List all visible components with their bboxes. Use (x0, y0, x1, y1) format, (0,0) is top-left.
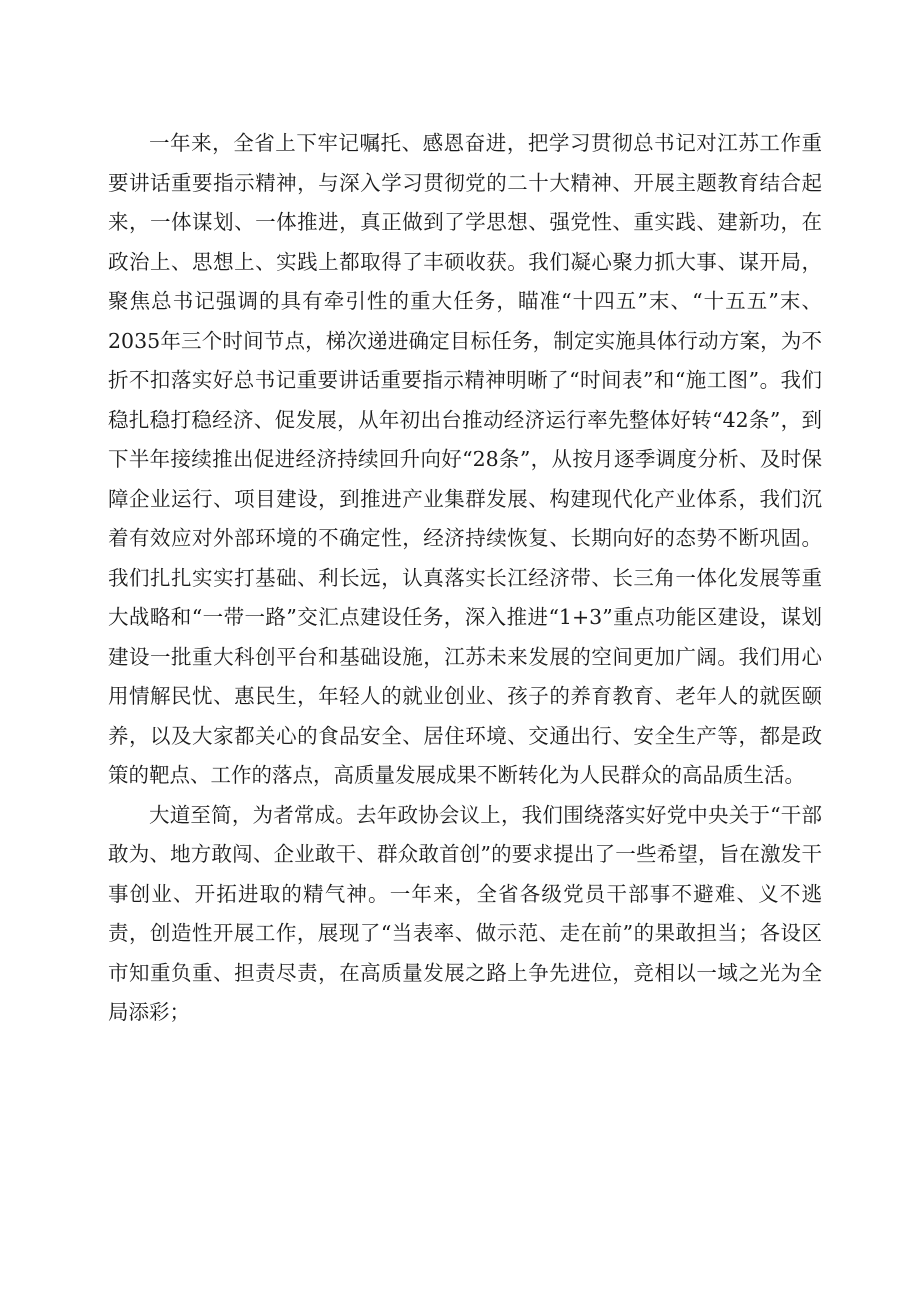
document-body (108, 124, 822, 1033)
paragraph-2: 大道至简，为者常成。去年政协会议上，我们围绕落实好党中央关于“干部敢为、地方敢闯、企业敢干、群众敢首创”的要求提出了一些希望，旨在激发干事创业、开拓进取的精气神。一年来，全省各级党员干部事不避难、义不逃责，创造性开展工作，展现了“当表率、做示范、走在前”的果敢担当；各设区市知重负重、担责尽责，在高质量发展之路上争先进位，竞相以一域之光为全局添彩； (108, 802, 822, 1024)
paragraph-1: 一年来，全省上下牢记嘱托、感恩奋进，把学习贯彻总书记对江苏工作重要讲话重要指示精神，与深入学习贯彻党的二十大精神、开展主题教育结合起来，一体谋划、一体推进，真正做到了学思想、强党性、重实践、建新功，在政治上、思想上、实践上都取得了丰硕收获。我们凝心聚力抓大事、谋开局，聚焦总书记强调的具有牵引性的重大任务，瞄准“十四五”末、“十五五”末、2035年三个时间节点，梯次递进确定目标任务，制定实施具体行动方案，为不折不扣落实好总书记重要讲话重要指示精神明晰了“时间表”和“施工图”。我们稳扎稳打稳经济、促发展，从年初出台推动经济运行率先整体好转“42条”，到下半年接续推出促进经济持续回升向好“28条”，从按月逐季调度分析、及时保障企业运行、项目建设，到推进产业集群发展、构建现代化产业体系，我们沉着有效应对外部环境的不确定性，经济持续恢复、长期向好的态势不断巩固。我们扎扎实实打基础、利长远，认真落实长江经济带、长三角一体化发展等重大战略和“一带一路”交汇点建设任务，深入推进“1+3”重点功能区建设，谋划建设一批重大科创平台和基础设施，江苏未来发展的空间更加广阔。我们用心用情解民忧、惠民生，年轻人的就业创业、孩子的养育教育、老年人的就医颐养，以及大家都关心的食品安全、居住环境、交通出行、安全生产等，都是政策的靶点、工作的落点，高质量发展成果不断转化为人民群众的高品质生活。 (108, 131, 822, 787)
